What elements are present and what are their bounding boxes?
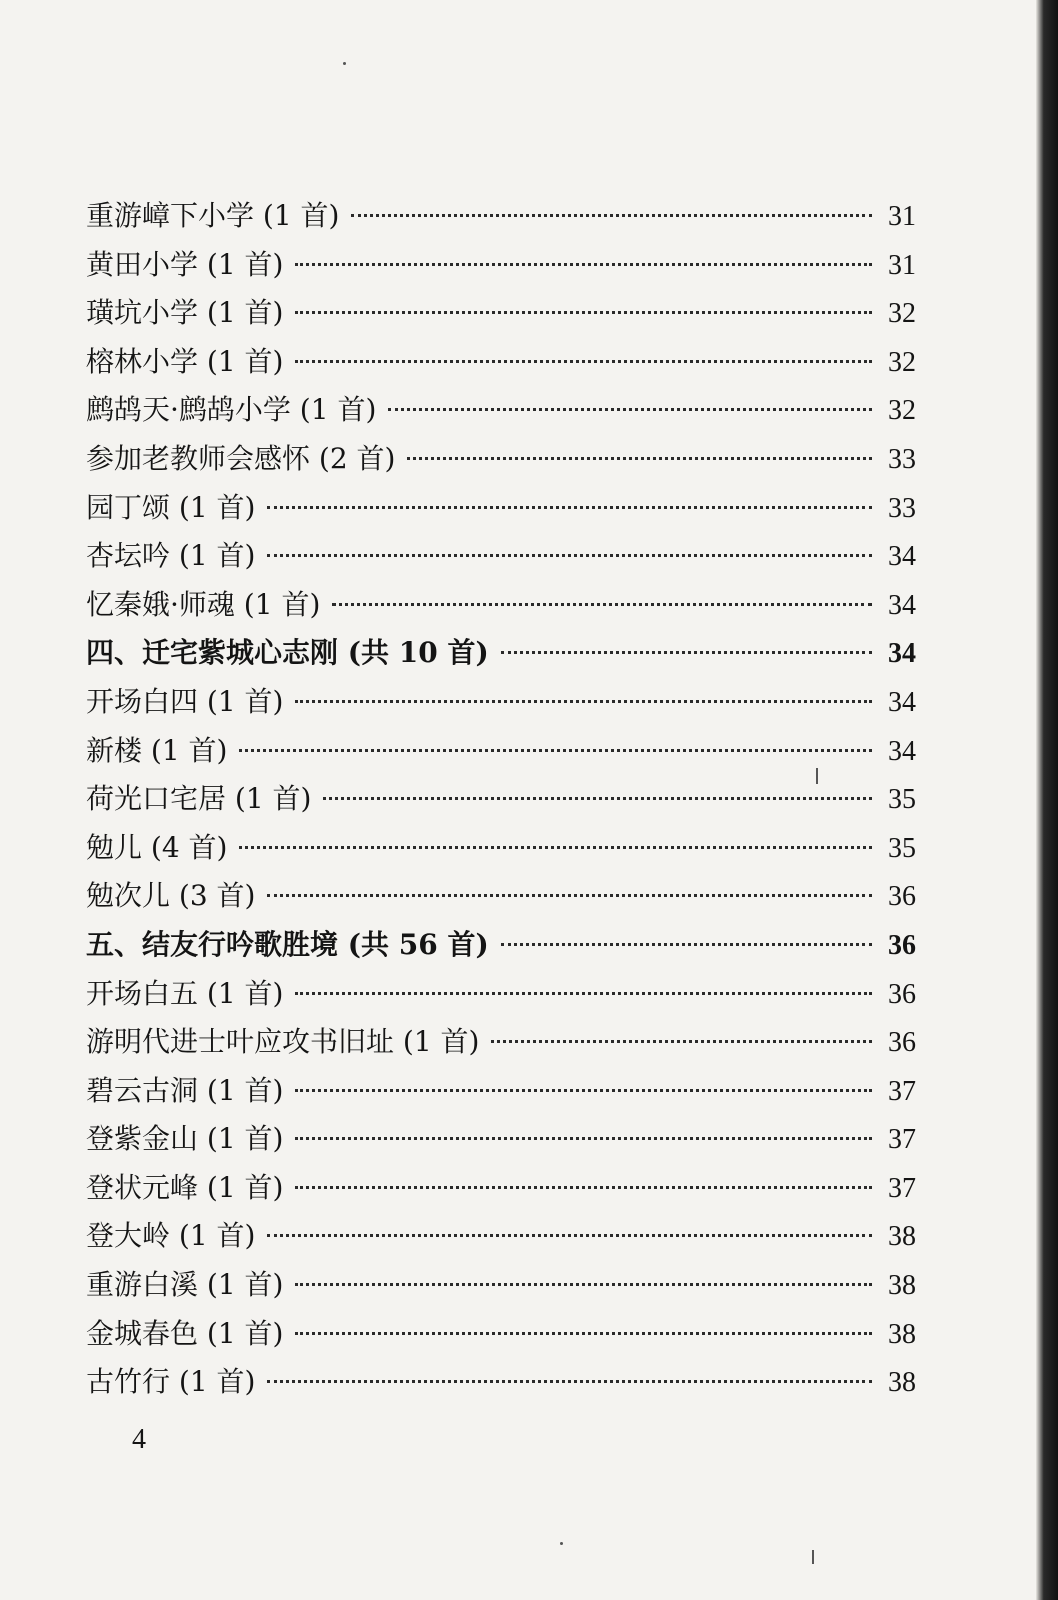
scan-speck: [816, 768, 818, 784]
entry-title: 碧云古洞 (1 首): [86, 1073, 284, 1107]
dot-leader: [501, 651, 872, 654]
entry-title: 勉次儿 (3 首): [86, 879, 256, 913]
entry-page-number: 33: [888, 492, 916, 524]
dot-leader: [239, 846, 872, 849]
dot-leader: [267, 1234, 872, 1237]
toc-entry: [86, 1018, 916, 1067]
entry-page-number: 33: [888, 443, 916, 475]
toc-entry: [86, 1115, 916, 1164]
entry-title: 重游嶂下小学 (1 首): [86, 199, 340, 232]
entry-title: 开场白五 (1 首): [86, 976, 284, 1010]
toc-section-heading: [86, 921, 916, 970]
toc-entry: [86, 872, 916, 921]
dot-leader: [295, 700, 872, 703]
dot-leader: [295, 1089, 872, 1092]
toc-entry: [86, 241, 916, 290]
entry-page-number: 32: [888, 298, 916, 330]
entry-page-number: 37: [888, 1124, 916, 1156]
entry-title: 忆秦娥·师魂 (1 首): [86, 587, 321, 621]
page-edge-shadow: [1036, 0, 1058, 1600]
entry-title: 杏坛吟 (1 首): [86, 539, 256, 573]
toc-entry: [86, 435, 916, 484]
entry-title: 园丁颂 (1 首): [86, 490, 256, 524]
entry-page-number: 37: [888, 1172, 916, 1204]
toc-entry: [86, 386, 916, 435]
dot-leader: [295, 1283, 872, 1286]
toc-entry: [86, 1212, 916, 1261]
entry-title: 游明代进士叶应攻书旧址 (1 首): [86, 1025, 480, 1059]
dot-leader: [239, 749, 872, 752]
entry-page-number: 36: [888, 881, 916, 913]
dot-leader: [295, 1137, 872, 1140]
entry-page-number: 32: [888, 346, 916, 378]
dot-leader: [491, 1040, 872, 1043]
entry-title: 登紫金山 (1 首): [86, 1122, 284, 1156]
dot-leader: [267, 1380, 872, 1383]
scan-speck: [812, 1550, 814, 1564]
toc-entry: [86, 484, 916, 533]
dot-leader: [501, 943, 872, 946]
dot-leader: [295, 1186, 872, 1189]
page-number: 4: [132, 1424, 146, 1455]
entry-title: 古竹行 (1 首): [86, 1365, 256, 1399]
dot-leader: [295, 1332, 872, 1335]
entry-title: 金城春色 (1 首): [86, 1316, 284, 1350]
entry-page-number: 36: [888, 978, 916, 1010]
dot-leader: [267, 894, 872, 897]
entry-title: 四、迁宅紫城心志刚 (共 10 首): [86, 636, 489, 670]
entry-page-number: 38: [888, 1367, 916, 1399]
entry-title: 参加老教师会感怀 (2 首): [86, 441, 396, 475]
entry-page-number: 34: [888, 686, 916, 718]
entry-page-number: 36: [888, 929, 916, 961]
dot-leader: [332, 603, 872, 606]
entry-page-number: 34: [888, 541, 916, 573]
scan-speck: [560, 1542, 563, 1545]
dot-leader: [295, 360, 872, 363]
entry-title: 开场白四 (1 首): [86, 684, 284, 718]
toc-entry: [86, 1261, 916, 1310]
dot-leader: [295, 992, 872, 995]
toc-entry: [86, 192, 916, 241]
entry-title: 五、结友行吟歌胜境 (共 56 首): [86, 927, 489, 961]
dot-leader: [407, 457, 872, 460]
entry-page-number: 34: [888, 589, 916, 621]
entry-page-number: 35: [888, 832, 916, 864]
entry-title: 黄田小学 (1 首): [86, 247, 284, 281]
entry-title: 重游白溪 (1 首): [86, 1268, 284, 1302]
scan-speck: [343, 62, 346, 65]
toc-entry: [86, 727, 916, 776]
entry-page-number: 31: [888, 201, 916, 232]
toc-entry: [86, 970, 916, 1019]
dot-leader: [351, 214, 872, 217]
entry-page-number: 34: [888, 735, 916, 767]
entry-page-number: 38: [888, 1270, 916, 1302]
toc-entry: [86, 289, 916, 338]
entry-page-number: 34: [888, 638, 916, 670]
toc-entry: [86, 1310, 916, 1359]
entry-title: 鹧鸪天·鹧鸪小学 (1 首): [86, 393, 377, 427]
entry-title: 勉儿 (4 首): [86, 830, 228, 864]
toc-entry: [86, 775, 916, 824]
table-of-contents: [86, 192, 916, 1407]
toc-entry: [86, 1358, 916, 1407]
entry-page-number: 38: [888, 1318, 916, 1350]
entry-title: 璜坑小学 (1 首): [86, 296, 284, 330]
toc-section-heading: [86, 629, 916, 678]
dot-leader: [267, 506, 872, 509]
dot-leader: [295, 311, 872, 314]
entry-title: 登大岭 (1 首): [86, 1219, 256, 1253]
dot-leader: [267, 554, 872, 557]
toc-entry: [86, 1164, 916, 1213]
entry-page-number: 38: [888, 1221, 916, 1253]
dot-leader: [295, 263, 872, 266]
toc-entry: [86, 1067, 916, 1116]
entry-page-number: 31: [888, 249, 916, 281]
toc-entry: [86, 338, 916, 387]
toc-entry: [86, 824, 916, 873]
entry-page-number: 36: [888, 1027, 916, 1059]
toc-entry: [86, 678, 916, 727]
entry-title: 新楼 (1 首): [86, 733, 228, 767]
entry-title: 荷光口宅居 (1 首): [86, 782, 312, 816]
entry-page-number: 32: [888, 395, 916, 427]
toc-entry: [86, 581, 916, 630]
entry-title: 榕林小学 (1 首): [86, 344, 284, 378]
entry-title: 登状元峰 (1 首): [86, 1170, 284, 1204]
entry-page-number: 37: [888, 1075, 916, 1107]
dot-leader: [323, 797, 872, 800]
dot-leader: [388, 408, 872, 411]
entry-page-number: 35: [888, 784, 916, 816]
toc-entry: [86, 532, 916, 581]
